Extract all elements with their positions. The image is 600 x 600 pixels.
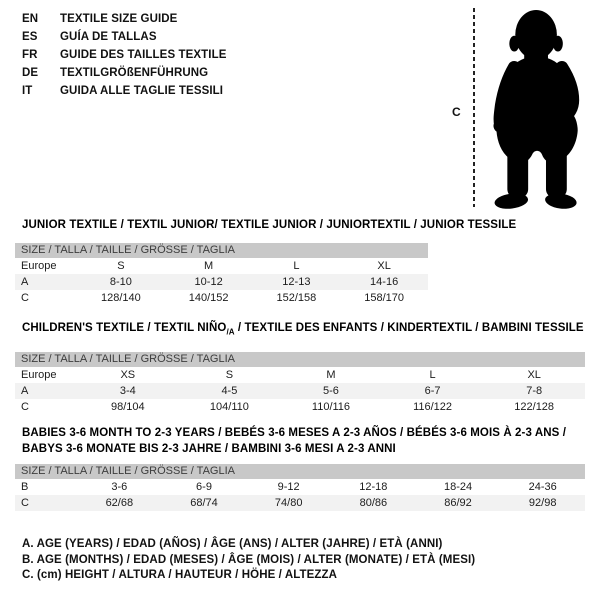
height-measure-dashed-line [473, 8, 475, 207]
language-title: GUIDA ALLE TAGLIE TESSILI [60, 85, 224, 97]
size-cell: XS [120, 369, 136, 382]
table-title [22, 320, 600, 340]
size-cell: 9-12 [277, 481, 300, 493]
table-title [22, 425, 600, 457]
size-cell: 5-6 [323, 385, 339, 398]
row-label: A [21, 276, 29, 288]
size-cell: 24-36 [528, 481, 557, 493]
table-row [15, 495, 585, 511]
size-cell: M [204, 260, 214, 272]
title-text: BABIES 3-6 MONTH TO 2-3 YEARS / BEBÉS 3-6 MESES A 2-3 AÑOS / BÉBÉS 3-6 MOIS À 2-3 ANS / [22, 427, 566, 439]
height-measure-label: C [452, 105, 461, 119]
table-rows [15, 367, 585, 415]
row-label: C [21, 497, 29, 509]
size-cell: 104/110 [209, 401, 249, 414]
measurement-legend [22, 537, 475, 584]
language-code: IT [22, 85, 33, 97]
size-cell: 152/158 [276, 292, 317, 304]
junior-textile-section [0, 217, 600, 306]
size-cell: L [293, 260, 300, 272]
size-cell: 6-9 [196, 481, 212, 493]
language-row [22, 46, 227, 64]
language-title: GUIDE DES TAILLES TEXTILE [60, 49, 227, 61]
size-table [15, 352, 585, 415]
language-title: GUÍA DE TALLAS [60, 31, 157, 43]
language-row [22, 28, 227, 46]
toddler-silhouette-icon [480, 4, 600, 217]
size-header-bar: SIZE / TALLA / TAILLE / GRÖSSE / TAGLIA [15, 243, 428, 258]
table-row [15, 367, 585, 383]
size-cell: 3-6 [111, 481, 128, 493]
table-title-line [22, 217, 600, 233]
table-row [15, 274, 428, 290]
children-textile-section [0, 320, 600, 415]
language-row [22, 64, 227, 82]
size-cell: L [429, 369, 436, 382]
size-cell: 86/92 [444, 497, 472, 509]
language-code: FR [22, 49, 38, 61]
size-cell: 18-24 [443, 481, 473, 493]
size-cell: 116/122 [413, 401, 453, 414]
size-cell: 12-13 [282, 276, 311, 288]
row-label: C [21, 292, 29, 304]
row-label: A [21, 385, 29, 398]
size-header-bar: SIZE / TALLA / TAILLE / GRÖSSE / TAGLIA [15, 352, 585, 367]
row-label: Europe [21, 260, 57, 272]
size-cell: 68/74 [190, 497, 218, 509]
language-code: DE [22, 67, 39, 79]
size-cell: 158/170 [364, 292, 404, 304]
size-table [15, 464, 585, 511]
table-row [15, 290, 428, 306]
language-title-block [22, 10, 227, 100]
language-title: TEXTILGRÖßENFÜHRUNG [60, 67, 209, 79]
size-cell: XL [527, 369, 541, 382]
table-title-line [22, 320, 600, 340]
babies-textile-section [0, 425, 600, 511]
size-cell: 74/80 [274, 497, 303, 509]
size-cell: 4-5 [221, 385, 238, 398]
title-subscript: /A [226, 327, 235, 337]
row-label: Europe [21, 369, 57, 382]
table-title-line [22, 425, 600, 441]
row-label: B [21, 481, 29, 493]
table-rows [15, 258, 428, 306]
size-cell: 62/68 [105, 497, 134, 509]
size-cell: 122/128 [514, 401, 555, 414]
table-row [15, 383, 585, 399]
title-text: CHILDREN'S TEXTILE / TEXTIL NIÑO [22, 322, 227, 334]
size-cell: 8-10 [109, 276, 132, 288]
measurement-figure [440, 0, 600, 222]
size-cell: S [117, 260, 125, 272]
size-cell: M [326, 369, 336, 382]
size-cell: 3-4 [119, 385, 136, 398]
size-cell: 10-12 [194, 276, 223, 288]
size-cell: 128/140 [100, 292, 141, 304]
row-label: C [21, 401, 29, 414]
language-code: ES [22, 31, 38, 43]
legend-line: C. (cm) HEIGHT / ALTURA / HAUTEUR / HÖHE / ALTEZZA [22, 569, 338, 581]
table-title [22, 217, 600, 233]
language-row [22, 10, 227, 28]
legend-line: B. AGE (MONTHS) / EDAD (MESES) / ÂGE (MOIS) / ALTER (MONATE) / ETÀ (MESI) [22, 553, 476, 566]
language-code: EN [22, 13, 39, 25]
legend-line: A. AGE (YEARS) / EDAD (AÑOS) / ÂGE (ANS) / ALTER (JAHRE) / ETÀ (ANNI) [22, 538, 443, 550]
size-cell: 80/86 [359, 497, 388, 509]
language-title: TEXTILE SIZE GUIDE [60, 13, 178, 25]
size-cell: XL [377, 260, 391, 272]
table-row [15, 479, 585, 495]
table-row [15, 399, 585, 415]
size-cell: 14-16 [370, 276, 399, 288]
size-cell: 12-18 [359, 481, 388, 493]
size-header-bar: SIZE / TALLA / TAILLE / GRÖSSE / TAGLIA [15, 464, 585, 479]
size-cell: S [225, 369, 234, 382]
title-text: BABYS 3-6 MONATE BIS 2-3 JAHRE / BAMBINI 3-6 MESI A 2-3 ANNI [22, 443, 396, 455]
size-cell: 6-7 [424, 385, 441, 398]
size-cell: 110/116 [311, 401, 351, 414]
size-cell: 98/104 [110, 401, 145, 414]
language-row [22, 82, 227, 100]
size-cell: 92/98 [528, 497, 557, 509]
title-text: JUNIOR TEXTILE / TEXTIL JUNIOR/ TEXTILE JUNIOR / JUNIORTEXTIL / JUNIOR TESSILE [22, 219, 517, 231]
size-table [15, 243, 428, 306]
table-title-line [22, 441, 600, 457]
size-cell: 140/152 [188, 292, 229, 304]
size-cell: 7-8 [526, 385, 543, 398]
title-text: / TEXTILE DES ENFANTS / KINDERTEXTIL / BAMBINI TESSILE [234, 322, 584, 334]
table-rows [15, 479, 585, 511]
table-row [15, 258, 428, 274]
